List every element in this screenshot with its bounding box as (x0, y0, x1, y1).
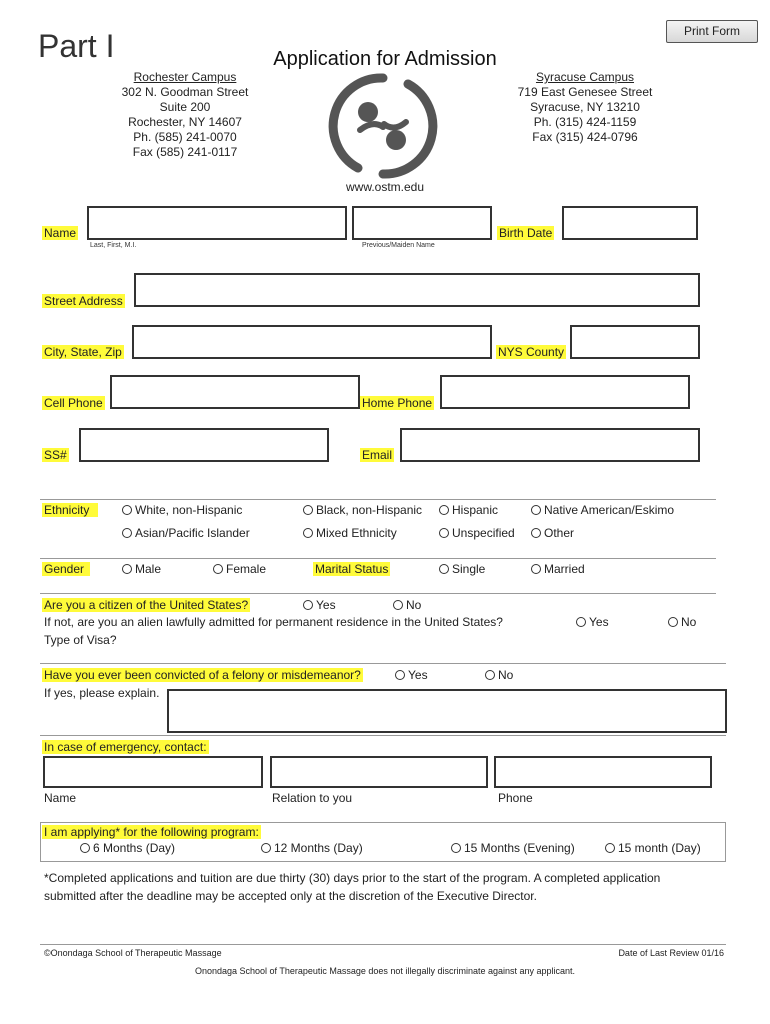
ethnicity-asian[interactable] (122, 526, 250, 540)
ethnicity-native[interactable] (531, 503, 674, 517)
city-state-zip-input[interactable] (132, 325, 492, 359)
radio-icon (303, 600, 313, 610)
felony-question: Have you ever been convicted of a felony or misdemeanor? (44, 668, 361, 682)
ethnicity-hispanic[interactable] (439, 503, 498, 517)
maiden-name-hint: Previous/Maiden Name (362, 242, 435, 249)
radio-icon (668, 617, 678, 627)
rochester-line1: 302 N. Goodman Street (121, 85, 249, 99)
cell-phone-input[interactable] (110, 375, 360, 409)
radio-icon (122, 564, 132, 574)
option-label: Yes (408, 668, 428, 682)
citizen-question: Are you a citizen of the United States? (44, 598, 249, 612)
deadline-note-line2: submitted after the deadline may be accepted only at the discretion of the Executive Director. (44, 889, 537, 903)
option-label: 15 Months (Evening) (464, 841, 575, 855)
radio-icon (439, 564, 449, 574)
radio-icon (303, 528, 313, 538)
alien-no[interactable] (668, 615, 696, 629)
nys-county-label: NYS County (498, 345, 565, 359)
option-label: Female (226, 562, 267, 576)
birth-date-input[interactable] (562, 206, 698, 240)
radio-icon (303, 505, 313, 515)
program-6-months[interactable] (80, 841, 175, 855)
emergency-phone-input[interactable] (494, 756, 712, 788)
gender-male[interactable] (122, 562, 161, 576)
school-logo (328, 72, 438, 180)
syracuse-heading: Syracuse Campus (535, 70, 635, 84)
marital-single[interactable] (439, 562, 485, 576)
name-input[interactable] (87, 206, 347, 240)
program-15-month-day[interactable] (605, 841, 701, 855)
rochester-heading: Rochester Campus (133, 70, 237, 84)
street-address-input[interactable] (134, 273, 700, 307)
citizen-yes[interactable] (303, 598, 336, 612)
footer-nondiscrimination: Onondaga School of Therapeutic Massage does not illegally discriminate against any applicant. (194, 966, 576, 976)
emergency-phone-label: Phone (498, 791, 533, 805)
radio-icon (576, 617, 586, 627)
option-label: 12 Months (Day) (274, 841, 363, 855)
nys-county-input[interactable] (570, 325, 700, 359)
ethnicity-unspecified[interactable] (439, 526, 515, 540)
ethnicity-black[interactable] (303, 503, 422, 517)
emergency-name-input[interactable] (43, 756, 263, 788)
deadline-note-line1: *Completed applications and tuition are due thirty (30) days prior to the start of the program. A completed application (44, 871, 661, 885)
citizen-no[interactable] (393, 598, 421, 612)
emergency-heading: In case of emergency, contact: (44, 740, 207, 754)
option-label: 6 Months (Day) (93, 841, 176, 855)
radio-icon (451, 843, 461, 853)
visa-label: Type of Visa? (44, 633, 117, 647)
option-label: Mixed Ethnicity (316, 526, 397, 540)
rochester-fax: Fax (585) 241-0117 (132, 145, 238, 159)
ethnicity-other[interactable] (531, 526, 574, 540)
deadline-note (44, 869, 734, 905)
option-label: No (498, 668, 514, 682)
syracuse-fax: Fax (315) 424-0796 (532, 130, 638, 144)
radio-icon (439, 528, 449, 538)
print-form-button[interactable]: Print Form (666, 20, 758, 43)
radio-icon (393, 600, 403, 610)
marital-married[interactable] (531, 562, 585, 576)
radio-icon (122, 505, 132, 515)
marital-status-label: Marital Status (315, 562, 389, 576)
radio-icon (213, 564, 223, 574)
option-label: Single (452, 562, 486, 576)
part-label: Part I (38, 28, 115, 64)
radio-icon (80, 843, 90, 853)
radio-icon (531, 564, 541, 574)
radio-icon (439, 505, 449, 515)
gender-female[interactable] (213, 562, 266, 576)
option-label: White, non-Hispanic (135, 503, 243, 517)
option-label: Asian/Pacific Islander (135, 526, 250, 540)
city-state-zip-label: City, State, Zip (44, 345, 122, 359)
syracuse-line2: Syracuse, NY 13210 (530, 100, 640, 114)
name-label: Name (44, 226, 77, 240)
felony-explain-input[interactable] (167, 689, 727, 733)
street-address-label: Street Address (44, 294, 123, 308)
ethnicity-mixed[interactable] (303, 526, 397, 540)
emergency-name-label: Name (44, 791, 77, 805)
email-label: Email (362, 448, 393, 462)
rochester-campus (95, 70, 275, 160)
page-title: Application for Admission (273, 48, 497, 70)
rochester-phone: Ph. (585) 241-0070 (133, 130, 237, 144)
felony-no[interactable] (485, 668, 513, 682)
birth-date-label: Birth Date (499, 226, 553, 240)
option-label: Yes (589, 615, 609, 629)
option-label: 15 month (Day) (618, 841, 701, 855)
gender-label: Gender (42, 562, 90, 576)
radio-icon (605, 843, 615, 853)
option-label: Native American/Eskimo (544, 503, 675, 517)
divider (40, 593, 716, 594)
alien-question: If not, are you an alien lawfully admitted for permanent residence in the United States? (44, 615, 503, 629)
emergency-relation-label: Relation to you (272, 791, 353, 805)
option-label: Black, non-Hispanic (316, 503, 423, 517)
alien-yes[interactable] (576, 615, 609, 629)
rochester-line3: Rochester, NY 14607 (128, 115, 242, 129)
radio-icon (485, 670, 495, 680)
ss-input[interactable] (79, 428, 329, 462)
divider (40, 499, 716, 500)
ethnicity-label: Ethnicity (42, 503, 98, 517)
syracuse-line1: 719 East Genesee Street (517, 85, 653, 99)
website: www.ostm.edu (345, 180, 425, 194)
option-label: Unspecified (452, 526, 515, 540)
email-input[interactable] (400, 428, 700, 462)
option-label: No (681, 615, 697, 629)
footer-review-date: Date of Last Review 01/16 (618, 948, 724, 958)
radio-icon (395, 670, 405, 680)
name-hint: Last, First, M.I. (90, 242, 137, 249)
rochester-line2: Suite 200 (159, 100, 211, 114)
divider (40, 663, 726, 664)
ss-label: SS# (44, 448, 67, 462)
option-label: Married (544, 562, 585, 576)
option-label: Other (544, 526, 575, 540)
option-label: No (406, 598, 422, 612)
felony-explain-label: If yes, please explain. (44, 686, 160, 700)
option-label: Yes (316, 598, 336, 612)
syracuse-campus (495, 70, 675, 145)
emergency-relation-input[interactable] (270, 756, 488, 788)
home-phone-input[interactable] (440, 375, 690, 409)
maiden-name-input[interactable] (352, 206, 492, 240)
cell-phone-label: Cell Phone (44, 396, 103, 410)
radio-icon (531, 528, 541, 538)
ethnicity-white[interactable] (122, 503, 242, 517)
home-phone-label: Home Phone (362, 396, 433, 410)
divider (40, 735, 726, 736)
radio-icon (531, 505, 541, 515)
felony-yes[interactable] (395, 668, 428, 682)
footer-divider (40, 944, 726, 945)
program-12-months[interactable] (261, 841, 363, 855)
footer-copyright: ©Onondaga School of Therapeutic Massage (44, 948, 222, 958)
radio-icon (122, 528, 132, 538)
program-heading: I am applying* for the following program: (44, 825, 259, 839)
radio-icon (261, 843, 271, 853)
syracuse-phone: Ph. (315) 424-1159 (533, 115, 637, 129)
option-label: Hispanic (452, 503, 499, 517)
option-label: Male (135, 562, 162, 576)
divider (40, 558, 716, 559)
program-15-months-evening[interactable] (451, 841, 575, 855)
